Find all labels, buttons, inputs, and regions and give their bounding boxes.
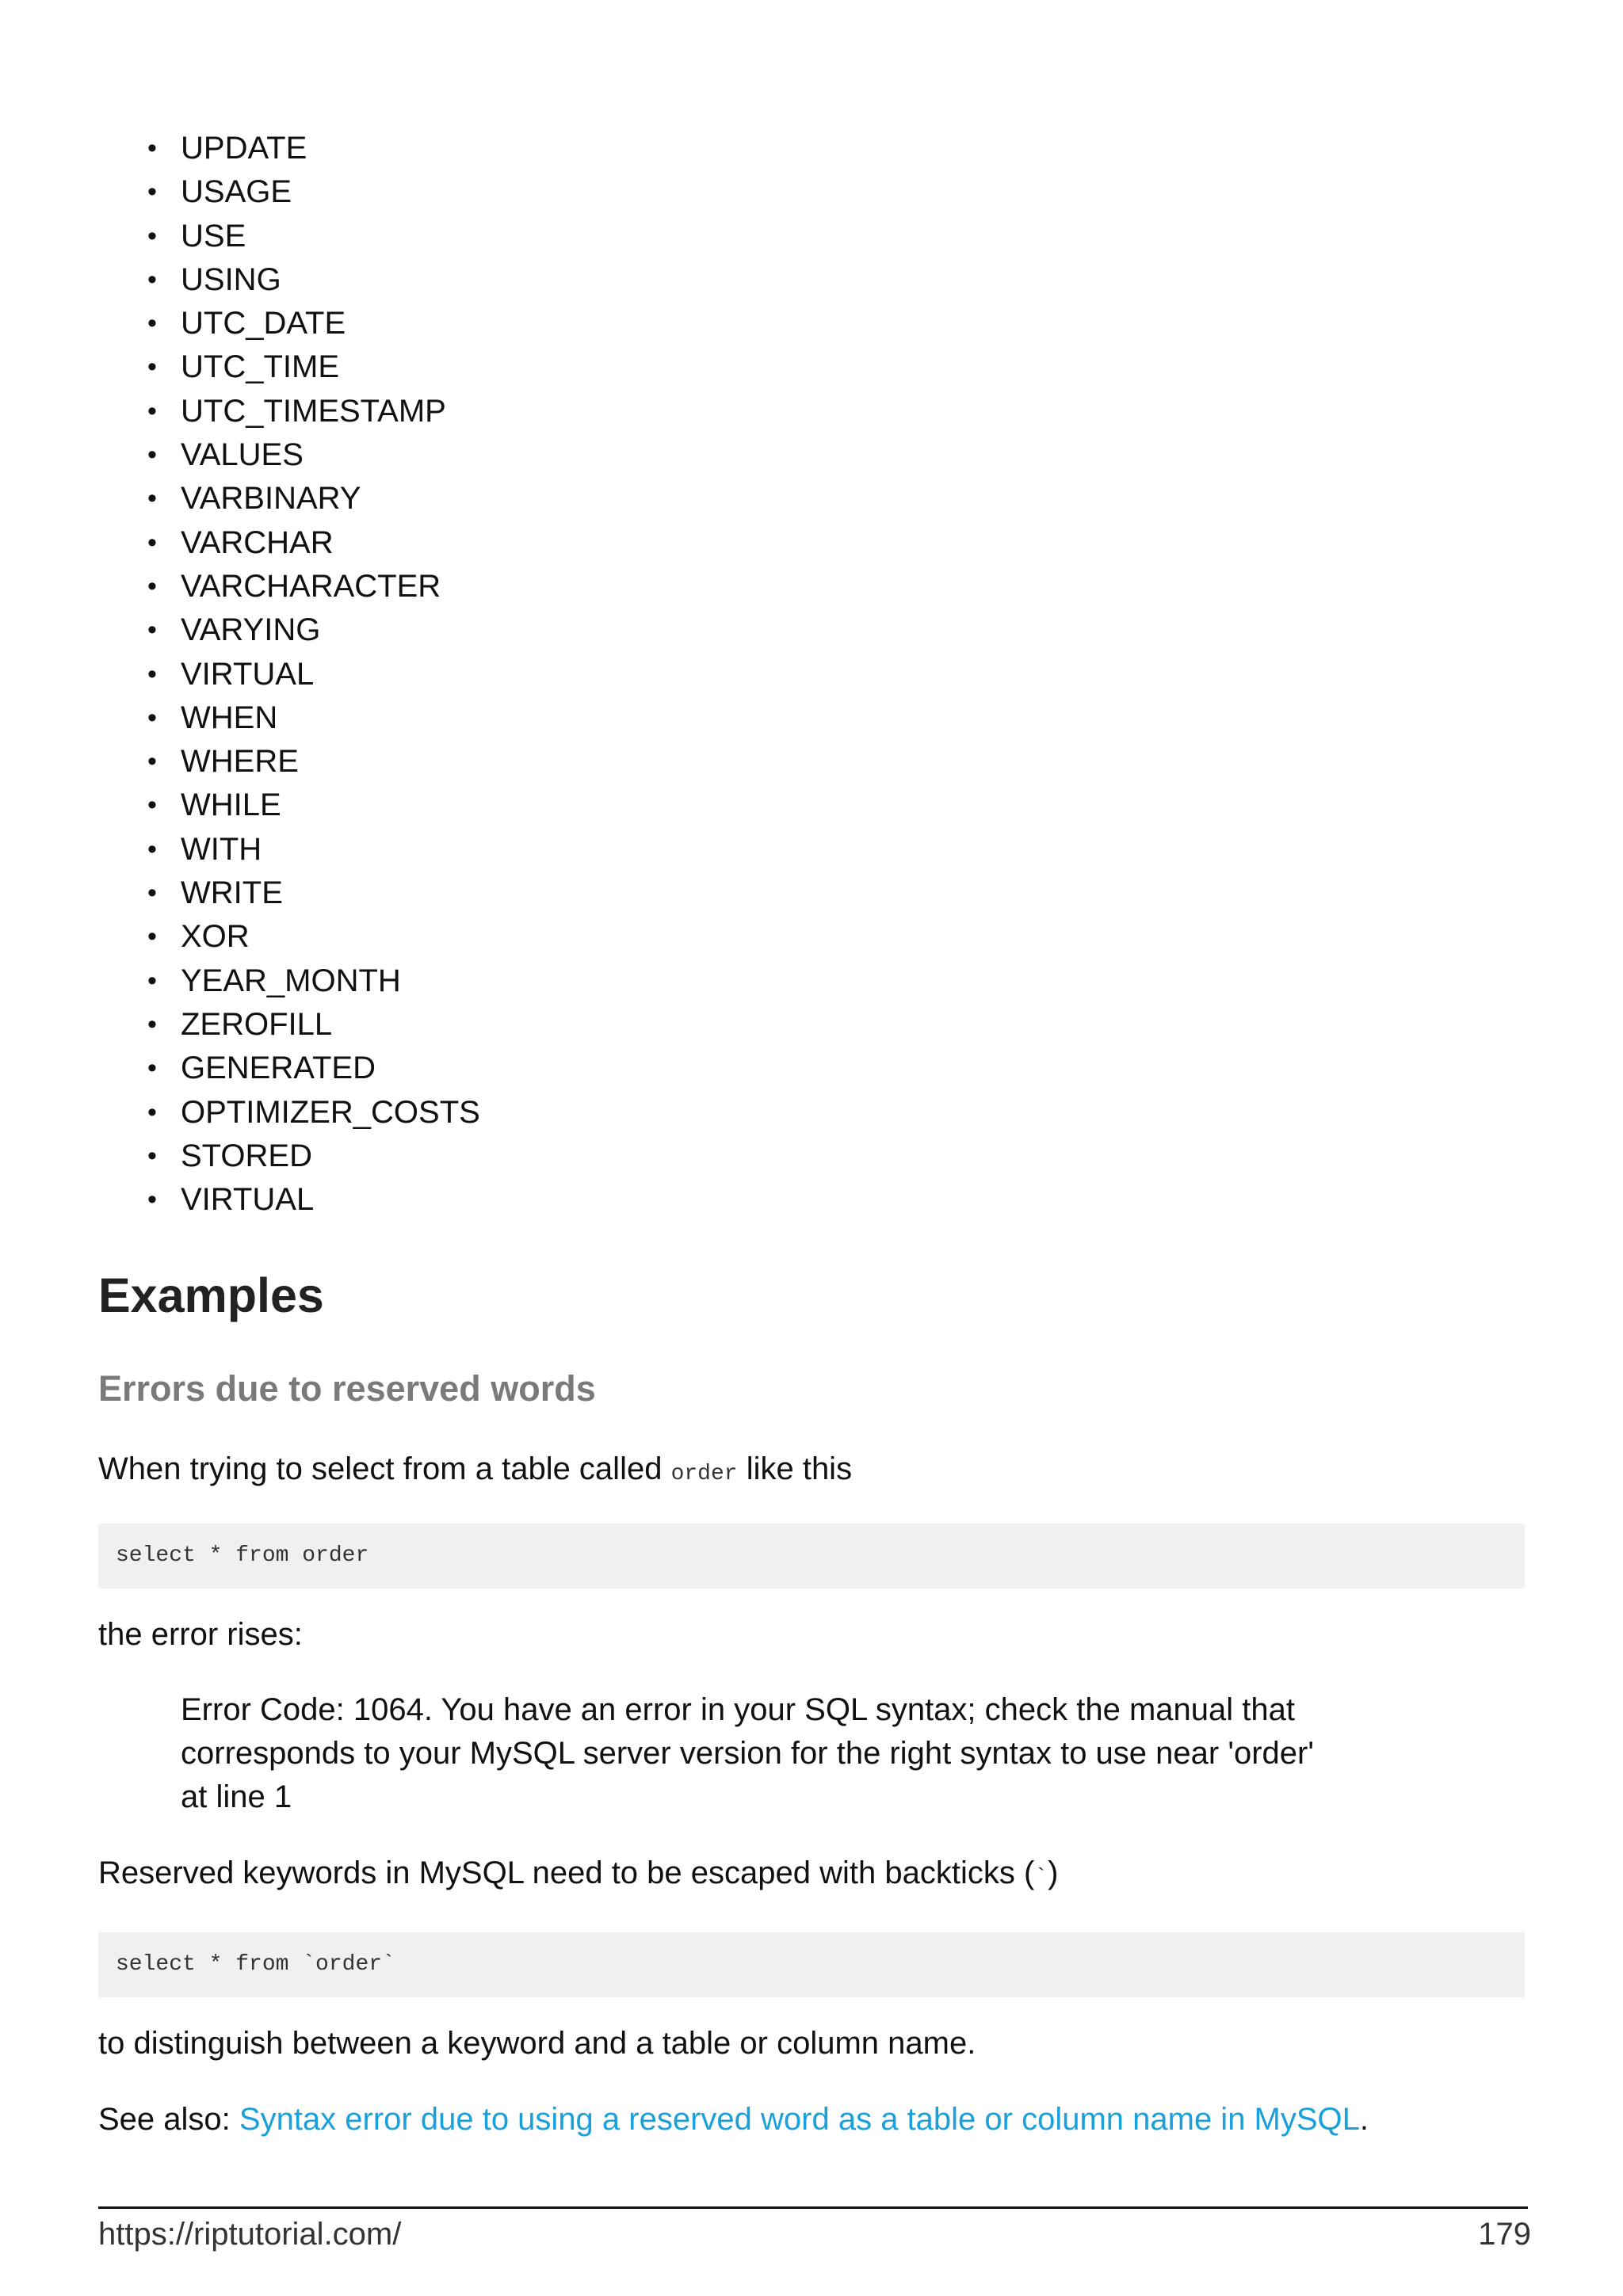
keyword-list-item: • VARBINARY	[181, 477, 1525, 521]
keyword-list-item: • USE	[181, 215, 1525, 258]
footer-divider	[98, 2206, 1528, 2209]
backtick-inline-code: `	[1034, 1866, 1048, 1891]
keyword-list-item: • UTC_TIMESTAMP	[181, 390, 1525, 433]
keyword-list-item: • WHILE	[181, 784, 1525, 827]
intro-paragraph	[98, 1447, 1525, 1497]
keyword-list-item: • UTC_DATE	[181, 302, 1525, 345]
keyword-list-item: • VIRTUAL	[181, 653, 1525, 696]
keyword-list-item: • OPTIMIZER_COSTS	[181, 1091, 1525, 1135]
escape-paragraph	[98, 1851, 1525, 1901]
intro-text-before: When trying to select from a table called	[98, 1451, 671, 1487]
keyword-list-item: • VALUES	[181, 433, 1525, 477]
escape-text-after: )	[1048, 1855, 1059, 1891]
keyword-list-item: • WHEN	[181, 696, 1525, 740]
keyword-list-item: • VARCHAR	[181, 521, 1525, 565]
errors-subheading: Errors due to reserved words	[98, 1368, 596, 1409]
keyword-list-item: • UPDATE	[181, 127, 1525, 170]
page-content	[98, 127, 1525, 2142]
examples-heading: Examples	[98, 1268, 324, 1323]
distinguish-paragraph: to distinguish between a keyword and a table or column name.	[98, 2026, 976, 2061]
keyword-list-item: • VIRTUAL	[181, 1178, 1525, 1222]
intro-text-after: like this	[737, 1451, 853, 1487]
escape-text-before: Reserved keywords in MySQL need to be escaped with backticks (	[98, 1855, 1035, 1891]
see-also-paragraph	[98, 2097, 1525, 2142]
keyword-list-item: • VARYING	[181, 608, 1525, 652]
error-message-quote: Error Code: 1064. You have an error in your SQL syntax; check the manual that corresponds to your MySQL server version for the right syntax to use near 'order' at line 1	[181, 1692, 1314, 1815]
see-also-end: .	[1359, 2102, 1369, 2138]
code-block-select-order: select * from order	[98, 1524, 1525, 1589]
keyword-list-item: • WRITE	[181, 871, 1525, 915]
keyword-list-item: • ZEROFILL	[181, 1003, 1525, 1047]
error-intro-paragraph: the error rises:	[98, 1617, 303, 1653]
keyword-list-item: • YEAR_MONTH	[181, 959, 1525, 1003]
keyword-list-item: • WHERE	[181, 740, 1525, 784]
code-block-select-escaped: select * from `order`	[98, 1932, 1525, 1997]
keyword-list-item: • UTC_TIME	[181, 345, 1525, 389]
keyword-list-item: • XOR	[181, 915, 1525, 959]
footer-url[interactable]: https://riptutorial.com/	[98, 2217, 402, 2252]
reserved-keyword-list	[98, 127, 1525, 1222]
keyword-list-item: • GENERATED	[181, 1047, 1525, 1090]
intro-inline-code: order	[670, 1462, 738, 1487]
keyword-list-item: • USING	[181, 258, 1525, 302]
see-also-link[interactable]: Syntax error due to using a reserved word as a table or column name in MySQL	[239, 2102, 1360, 2138]
footer-page-number: 179	[1478, 2217, 1531, 2252]
keyword-list-item: • WITH	[181, 828, 1525, 871]
keyword-list-item: • VARCHARACTER	[181, 565, 1525, 608]
keyword-list-item: • USAGE	[181, 170, 1525, 214]
see-also-label: See also:	[98, 2102, 239, 2138]
keyword-list-item: • STORED	[181, 1135, 1525, 1178]
